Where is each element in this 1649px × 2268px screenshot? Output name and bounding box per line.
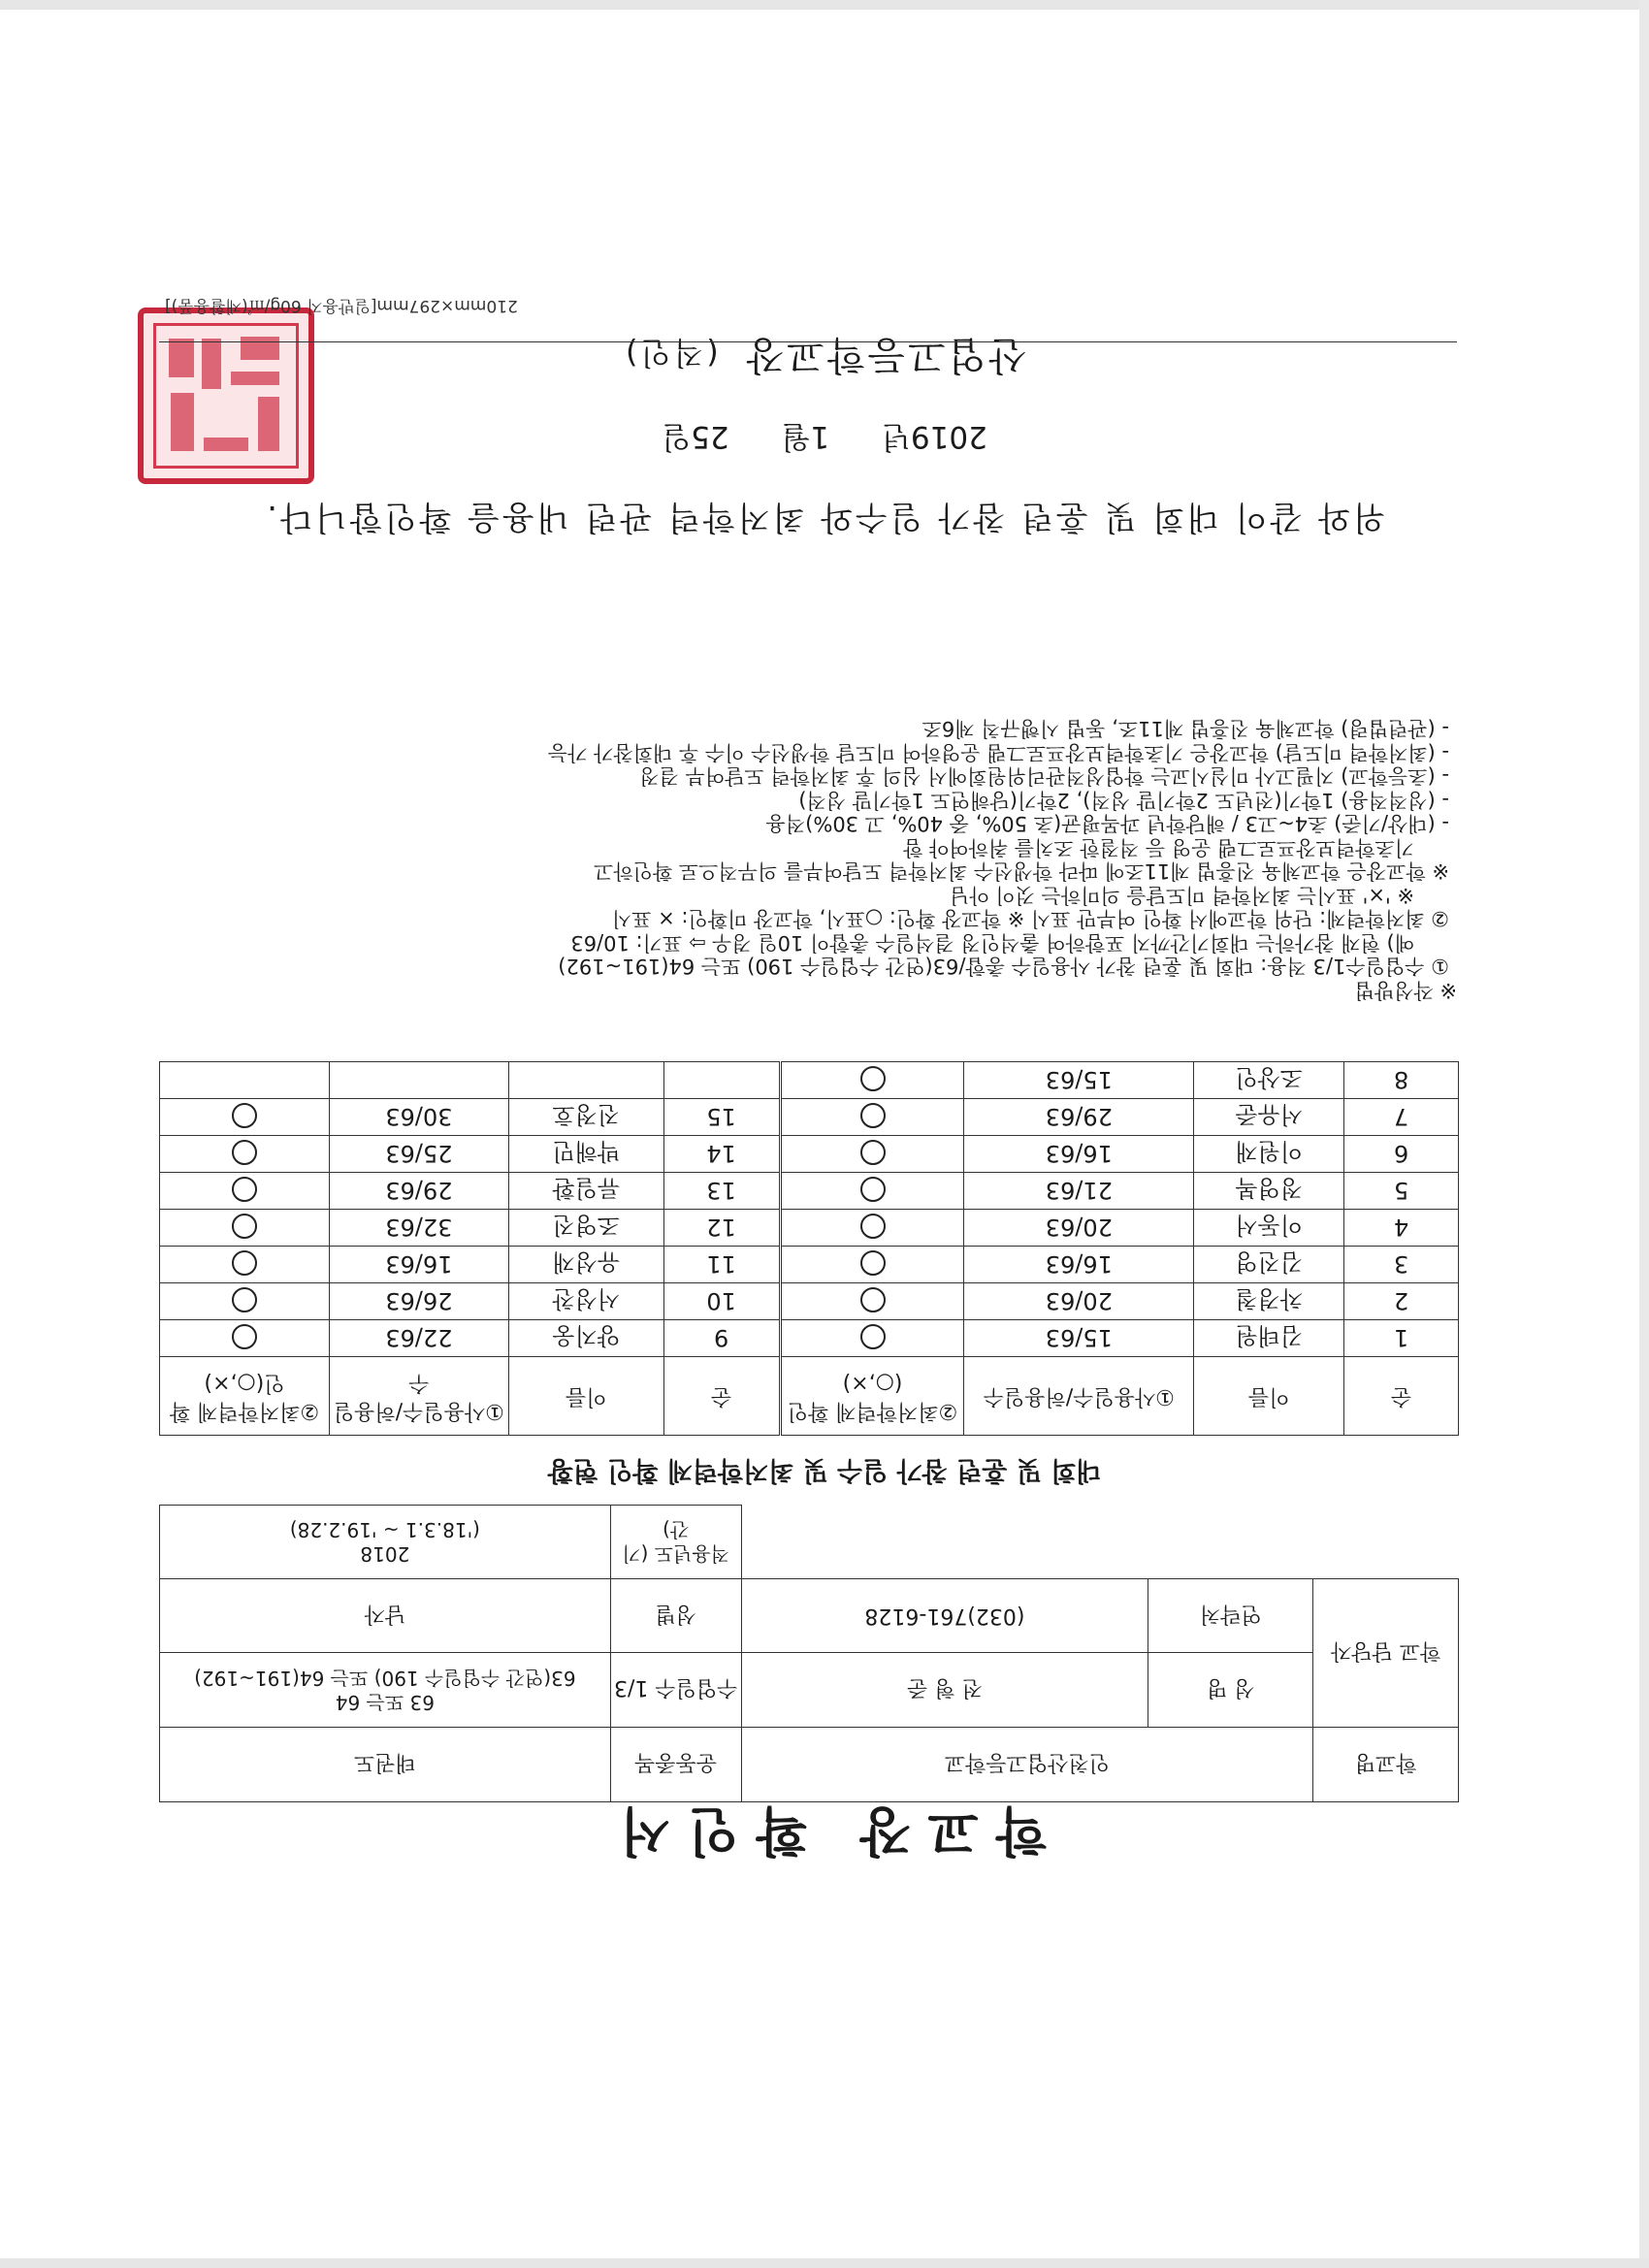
document-title: 학교장 확인서 [602,1800,1047,1862]
name-value: 전 형 준 [741,1653,1148,1728]
attendance-label: 수업일수 1/3 [610,1653,741,1728]
date-day: 25일 [662,419,729,454]
student-days: 25/63 [329,1136,508,1173]
gender-label: 성별 [610,1579,741,1653]
note-line: ※ '×' 표시는 최저학력 미도달을 의미하는 것이 아님 [950,884,1414,907]
student-check [780,1320,964,1357]
student-name: 김태원 [1194,1320,1344,1357]
student-days: 20/63 [964,1283,1194,1320]
student-check [780,1247,964,1283]
table-row [160,1283,1459,1320]
student-no: 15 [663,1099,780,1136]
student-no: 10 [663,1283,780,1320]
confirmed-circle-mark [860,1067,886,1092]
year-period: ('18.3.1 ~ '19.2.28) [289,1518,480,1542]
note-line: - (대상/기준) 초4~고3 / 해당학년 과목평균(초 50%, 중 40%, 고 30%)적용 [765,812,1449,836]
header-days-2: ①사용일수/허용일수 [329,1357,508,1436]
student-check [780,1136,964,1173]
student-check [780,1283,964,1320]
student-no: 1 [1344,1320,1459,1357]
student-days: 29/63 [329,1173,508,1210]
table-row [160,1320,1459,1357]
table-row [160,1210,1459,1247]
student-days: 21/63 [964,1173,1194,1210]
student-days: 16/63 [329,1247,508,1283]
confirmed-circle-mark [232,1141,257,1166]
student-name: 차경철 [1194,1283,1344,1320]
official-seal-stamp [138,308,314,484]
student-check [780,1062,964,1099]
student-no: 6 [1344,1136,1459,1173]
student-no: 8 [1344,1062,1459,1099]
year-cell [160,1506,611,1579]
student-name: 박해민 [508,1136,663,1173]
gender-value: 남자 [160,1579,611,1653]
paper-rule [159,341,1457,342]
header-check-2: ②최저학력제 확인(○,×) [160,1357,330,1436]
date-month: 1월 [781,419,830,454]
phone-value: (032)761-6128 [741,1579,1148,1653]
table-row [160,1136,1459,1173]
student-name: 서성찬 [508,1283,663,1320]
confirmed-circle-mark [860,1215,886,1240]
note-line: ※ 학교장은 학교체육 진흥법 제11조에 따라 학생선수 최저학력 도달여부를 의무적으로 확인하고 [594,859,1449,884]
table-row [160,1062,1459,1099]
confirmed-circle-mark [860,1288,886,1313]
table-row [160,1247,1459,1283]
student-name: 이동서 [1194,1210,1344,1247]
student-check [160,1247,330,1283]
name-label: 성 명 [1148,1653,1313,1728]
confirmation-sentence: 위와 같이 대회 및 훈련 참가 일수와 최저학력 관련 내용을 확인합니다. [264,498,1385,536]
student-name: 조상인 [1194,1062,1344,1099]
student-check [160,1136,330,1173]
empty-cell [329,1062,508,1099]
student-days: 29/63 [964,1099,1194,1136]
student-days: 22/63 [329,1320,508,1357]
header-name-2: 이름 [508,1357,663,1436]
student-name: 진정호 [508,1099,663,1136]
note-line: - (최저학력 미도달) 학교장은 기초학력보장프로그램 운영하여 미도달 학생선수 이수 후 대회참가 가능 [547,741,1449,764]
note-line: 기초학력보장프로그램 운영 등 적절한 조치를 취하여야 함 [903,836,1414,859]
header-days: ①사용일수/허용일수 [964,1357,1194,1436]
attendance-cell [160,1653,611,1728]
seal-glyph [204,437,248,451]
student-check [780,1173,964,1210]
student-days: 16/63 [964,1136,1194,1173]
phone-label: 연락처 [1148,1579,1313,1653]
student-name: 양지웅 [508,1320,663,1357]
year-value: 2018 [360,1542,410,1567]
empty-cell [663,1062,780,1099]
principal-title: 산업고등학교장 [743,333,1026,377]
student-no: 11 [663,1247,780,1283]
table-row [160,1099,1459,1136]
student-days: 20/63 [964,1210,1194,1247]
student-no: 9 [663,1320,780,1357]
student-check [160,1283,330,1320]
note-line: ① 수업일수1/3 적용: 대회 및 훈련 참가 사용일수 총합/63(연간 수업일수 190) 또는 64(191~192) [558,955,1449,979]
confirmed-circle-mark [860,1251,886,1277]
note-line: 예) 현재 참가하는 대회기간까지 포함하여 출석인정 결석일수 총합이 10일 경우 ⇨ 표기: 10/63 [570,931,1414,955]
year-label: 적용년도 (기간) [610,1506,741,1579]
student-no: 13 [663,1173,780,1210]
student-days: 16/63 [964,1247,1194,1283]
student-no: 2 [1344,1283,1459,1320]
table-row [160,1173,1459,1210]
student-list-body [160,1062,1459,1436]
student-days: 32/63 [329,1210,508,1247]
student-check [780,1210,964,1247]
writing-notes [157,717,1457,1002]
student-check [160,1173,330,1210]
note-line: - (관련법령) 학교체육 진흥법 제11조, 동법 시행규칙 제6조 [922,717,1449,741]
seal-glyph [241,337,279,360]
school-name-value: 인천산업고등학교 [741,1728,1313,1802]
student-days: 26/63 [329,1283,508,1320]
seal-mark: (직인) [623,335,719,372]
confirmed-circle-mark [860,1104,886,1129]
confirmed-circle-mark [232,1178,257,1203]
confirmed-circle-mark [860,1178,886,1203]
paper-spec-note: 210mm×297mm[일반용지 60g/㎡(재활용품)] [165,296,518,315]
student-no: 3 [1344,1247,1459,1283]
student-name: 정영복 [1194,1173,1344,1210]
confirmed-circle-mark [860,1325,886,1350]
student-check [160,1210,330,1247]
note-line: - (초등학교) 지필고사 미실시교는 학업성적관리위원회에서 심의 후 최저학력 도달여부 결정 [639,764,1449,789]
student-no: 7 [1344,1099,1459,1136]
student-check [780,1099,964,1136]
note-line: - (성적적용) 1학기(전년도 2학기말 성적), 2학기(당해연도 1학기말 성적) [798,789,1449,812]
confirmed-circle-mark [232,1325,257,1350]
seal-glyph [231,372,279,385]
student-check [160,1099,330,1136]
student-days: 15/63 [964,1320,1194,1357]
empty-cell [508,1062,663,1099]
attendance-value: 63 또는 64 [335,1691,435,1714]
student-no: 12 [663,1210,780,1247]
section-title: 대회 및 훈련 참가 일수 및 최저학력제 확인 현황 [547,1455,1102,1485]
student-name: 유성재 [508,1247,663,1283]
note-line: ※ 작성방법 [1354,979,1457,1002]
note-line: ② 최저학력제: 단위 학교에서 확인 여부만 표시 ※ 학교장 확인: ○표시, 학교장 미확인: × 표시 [611,907,1449,931]
seal-glyph [169,339,194,377]
student-days: 30/63 [329,1099,508,1136]
header-no: 순 [1344,1357,1459,1436]
header-no-2: 순 [663,1357,780,1436]
confirmed-circle-mark [860,1141,886,1166]
table-header-row [160,1357,1459,1436]
student-no: 14 [663,1136,780,1173]
student-no: 4 [1344,1210,1459,1247]
student-name: 조영진 [508,1210,663,1247]
student-name: 류일환 [508,1173,663,1210]
seal-glyph [258,397,279,451]
confirmed-circle-mark [232,1288,257,1313]
student-days: 15/63 [964,1062,1194,1099]
sport-label: 운동종목 [610,1728,741,1802]
school-info-table [159,1505,1459,1802]
header-name: 이름 [1194,1357,1344,1436]
seal-glyph [171,393,194,451]
sport-value: 태권도 [160,1728,611,1802]
seal-glyph [202,339,221,389]
confirmed-circle-mark [232,1215,257,1240]
attendance-detail: 63(연간 수업일수 190) 또는 64(191~192) [194,1667,576,1690]
school-name-label: 학교명 [1313,1728,1459,1802]
date-year: 2019년 [881,419,987,454]
student-list-table [159,1061,1459,1436]
student-name: 서유준 [1194,1099,1344,1136]
student-name: 이원재 [1194,1136,1344,1173]
confirmed-circle-mark [232,1251,257,1277]
header-check: ②최저학력제 확인(○,×) [780,1357,964,1436]
contact-group-label: 학교 담당자 [1313,1579,1459,1728]
student-check [160,1320,330,1357]
student-name: 김진영 [1194,1247,1344,1283]
empty-cell [160,1062,330,1099]
confirmed-circle-mark [232,1104,257,1129]
student-no: 5 [1344,1173,1459,1210]
